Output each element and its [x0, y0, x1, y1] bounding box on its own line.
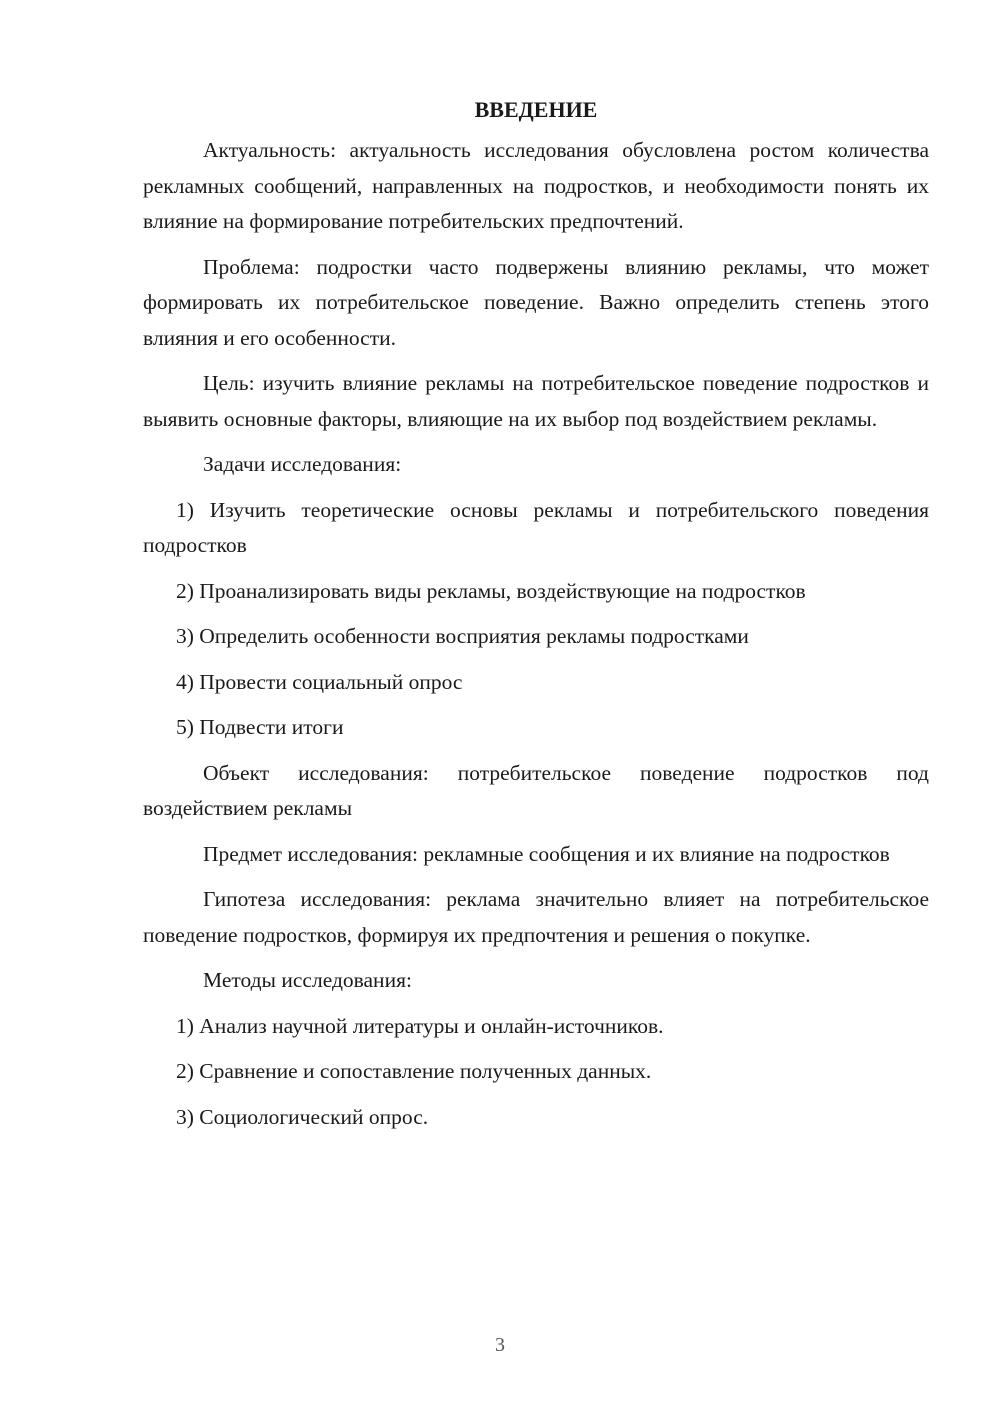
method-item-2: 2) Сравнение и сопоставление полученных данных.	[176, 1059, 652, 1083]
relevance-paragraph: Актуальность: актуальность исследования обусловлена ростом количества рекламных сообщений, направленных на подростков, и необходимости понять их влияние на формирование потребительских предпочтений.	[143, 138, 929, 233]
subject-paragraph: Предмет исследования: рекламные сообщения и их влияние на подростков	[203, 841, 890, 866]
method-item-3: 3) Социологический опрос.	[176, 1104, 429, 1129]
task-item-2: 2) Проанализировать виды рекламы, воздействующие на подростков	[176, 578, 806, 603]
task-item-4: 4) Провести социальный опрос	[176, 669, 463, 694]
goal-paragraph: Цель: изучить влияние рекламы на потребительское поведение подростков и выявить основные факторы, влияющие на их выбор под воздействием рекламы.	[143, 371, 929, 431]
task-item-1: 1) Изучить теоретические основы рекламы и потребительского поведения подростков	[143, 497, 929, 557]
hypothesis-paragraph: Гипотеза исследования: реклама значительно влияет на потребительское поведение подростков, формируя их предпочтения и решения о покупке.	[143, 887, 929, 947]
page-title: ВВЕДЕНИЕ	[474, 97, 598, 122]
tasks-heading: Задачи исследования:	[203, 452, 402, 476]
task-item-3: 3) Определить особенности восприятия рекламы подростками	[176, 624, 749, 648]
document-page	[143, 92, 929, 1145]
object-paragraph: Объект исследования: потребительское поведение подростков под воздействием рекламы	[143, 760, 929, 820]
problem-paragraph: Проблема: подростки часто подвержены влиянию рекламы, что может формировать их потребительское поведение. Важно определить степень этого влияния и его особенности.	[143, 254, 929, 350]
task-item-5: 5) Подвести итоги	[176, 715, 344, 739]
page-number: 3	[495, 1334, 505, 1356]
method-item-1: 1) Анализ научной литературы и онлайн-источников.	[176, 1013, 664, 1038]
methods-heading: Методы исследования:	[203, 968, 412, 992]
